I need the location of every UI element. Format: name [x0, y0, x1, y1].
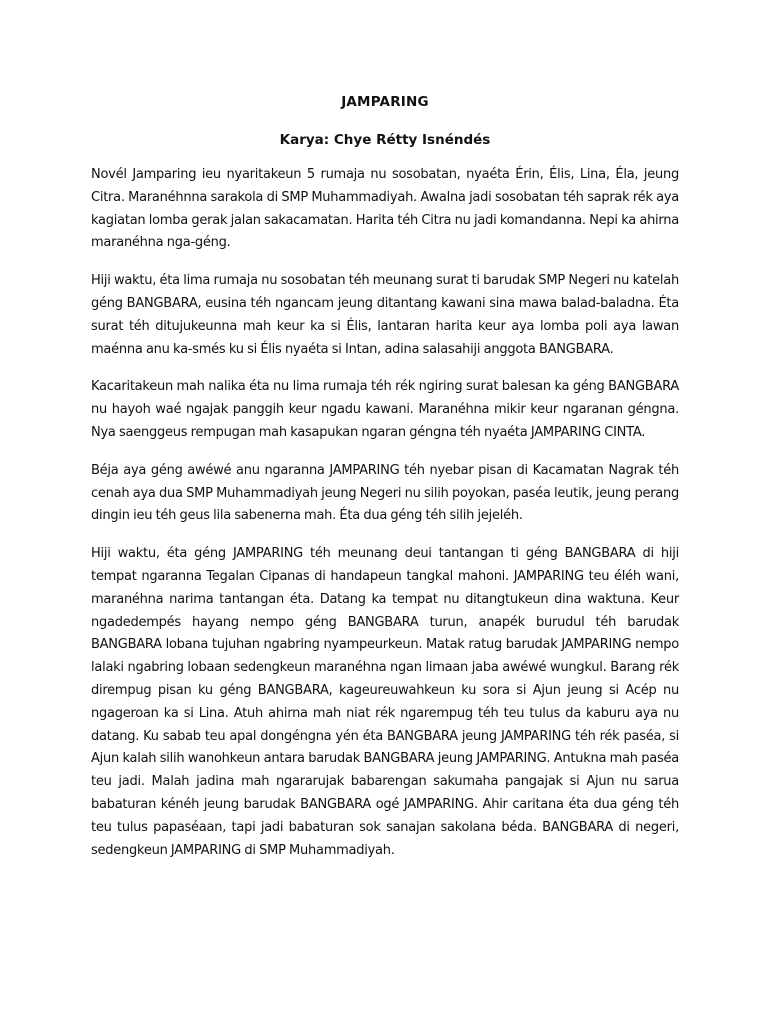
paragraph-4: Béja aya géng awéwé anu ngaranna JAMPARING téh nyebar pisan di Kacamatan Nagrak téh cenah aya dua SMP Muhammadiyah jeung Negeri nu silih poyokan, paséa leutik, jeung perang dingin ieu téh geus lila sabenerna mah. Éta dua géng téh silih jejeléh. [91, 462, 679, 524]
paragraph-5: Hiji waktu, éta géng JAMPARING téh meunang deui tantangan ti géng BANGBARA di hiji tempat ngaranna Tegalan Cipanas di handapeun tangkal mahoni. JAMPARING teu éléh wani, maranéhna narima tantangan éta. Datang ka tempat nu ditangtukeun dina waktuna. Keur ngadedempés hayang nempo géng BANGBARA turun, anapék burudul téh barudak BANGBARA lobana tujuhan ngabring nyampeurkeun. Matak ratug barudak JAMPARING nempo lalaki ngabring lobaan sedengkeun maranéhna ngan limaan jaba awéwé wungkul. Barang rék dirempug pisan ku géng BANGBARA, kageureuwahkeun ku sora si Ajun jeung si Acép nu ngageroan ka si Lina. Atuh ahirna mah niat rék ngarempug téh teu tulus da kaburu aya nu datang. Ku sabab teu apal dongéngna yén éta BANGBARA jeung JAMPARING téh rék paséa, si Ajun kalah silih wanohkeun antara barudak BANGBARA jeung JAMPARING. Antukna mah paséa teu jadi. Malah jadina mah ngararujak babarengan sakumaha pangajak si Ajun nu sarua babaturan kénéh jeung barudak BANGBARA ogé JAMPARING. Ahir caritana éta dua géng téh teu tulus papaséaan, tapi jadi babaturan sok sanajan sakolana béda. BANGBARA di negeri, sedengkeun JAMPARING di SMP Muhammadiyah. [91, 546, 679, 858]
document-body [91, 164, 679, 877]
paragraph-3: Kacaritakeun mah nalika éta nu lima rumaja téh rék ngiring surat balesan ka géng BANGBARA nu hayoh waé ngajak panggih keur ngadu kawani. Maranéhna mikir keur ngaranan géngna. Nya saenggeus rempugan mah kasapukan ngaran géngna téh nyaéta JAMPARING CINTA. [91, 379, 679, 440]
document-page [91, 0, 679, 1024]
document-author: Karya: Chye Rétty Isnéndés [279, 132, 491, 148]
paragraph-2: Hiji waktu, éta lima rumaja nu sosobatan téh meunang surat ti barudak SMP Negeri nu katelah géng BANGBARA, eusina téh ngancam jeung ditantang kawani sina mawa balad-baladna. Éta surat téh ditujukeunna mah keur ka si Élis, lantaran harita keur aya lomba poli aya lawan maénna anu ka-smés ku si Élis nyaéta si Intan, adina salasahiji anggota BANGBARA. [91, 273, 679, 357]
document-title: JAMPARING [341, 94, 429, 110]
paragraph-1: Novél Jamparing ieu nyaritakeun 5 rumaja nu sosobatan, nyaéta Érin, Élis, Lina, Éla, jeung Citra. Maranéhnna sarakola di SMP Muhammadiyah. Awalna jadi sosobatan téh saprak rék aya kagiatan lomba gerak jalan sakacamatan. Harita téh Citra nu jadi komandanna. Nepi ka ahirna maranéhna nga-géng. [91, 167, 679, 251]
